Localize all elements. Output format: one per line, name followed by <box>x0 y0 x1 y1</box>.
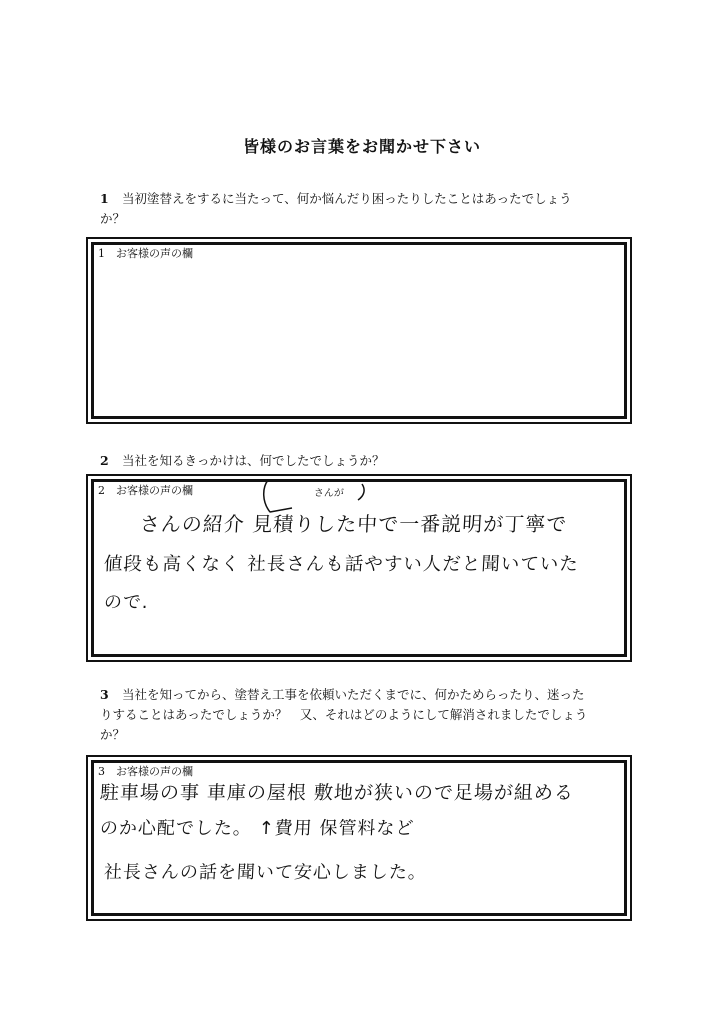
answer-box-1-label: 1 お客様の声の欄 <box>98 247 193 260</box>
question-3-number: 3 <box>100 687 109 702</box>
handwriting-3-line3: 社長さんの話を聞いて安心しました。 <box>103 862 428 883</box>
question-1-text-line2: か？ <box>100 211 126 226</box>
handwriting-2-insertion: さんが <box>313 488 345 499</box>
question-2-text-line1: 当社を知るきっかけは、何でしたでしょうか？ <box>122 453 385 468</box>
page-title: 皆様のお言葉をお聞かせ下さい <box>242 137 481 156</box>
question-3 <box>100 685 640 745</box>
question-1-text-line1: 当初塗替えをするに当たって、何か悩んだり困ったりしたことはあったでしょう <box>122 191 572 206</box>
question-3-text-line3: か？ <box>100 727 126 742</box>
answer-box-3-label: 3 お客様の声の欄 <box>98 765 193 778</box>
question-3-text-line2: りすることはあったでしょうか？ 又、それはどのようにして解消されましたでしょう <box>100 707 588 722</box>
handwriting-2-line1: さんの紹介 見積りした中で一番説明が丁寧で <box>139 512 568 536</box>
question-3-text-line1: 当社を知ってから、塗替え工事を依頼いただくまでに、何かためらったり、迷った <box>122 687 585 702</box>
question-2 <box>100 451 640 471</box>
question-1-number: 1 <box>100 191 109 206</box>
question-2-number: 2 <box>100 453 109 468</box>
handwriting-3-line1: 駐車場の事 車庫の屋根 敷地が狭いので足場が組める <box>99 782 575 804</box>
question-1 <box>100 189 640 229</box>
answer-box-2-label: 2 お客様の声の欄 <box>98 484 193 497</box>
handwriting-2-line2: 値段も高くなく 社長さんも話やすい人だと聞いていた <box>103 554 580 575</box>
handwriting-2-line3: ので. <box>103 592 150 613</box>
handwriting-3-line2: のか心配でした。 ↑費用 保管料など <box>99 818 416 839</box>
answer-box-1 <box>86 237 632 424</box>
